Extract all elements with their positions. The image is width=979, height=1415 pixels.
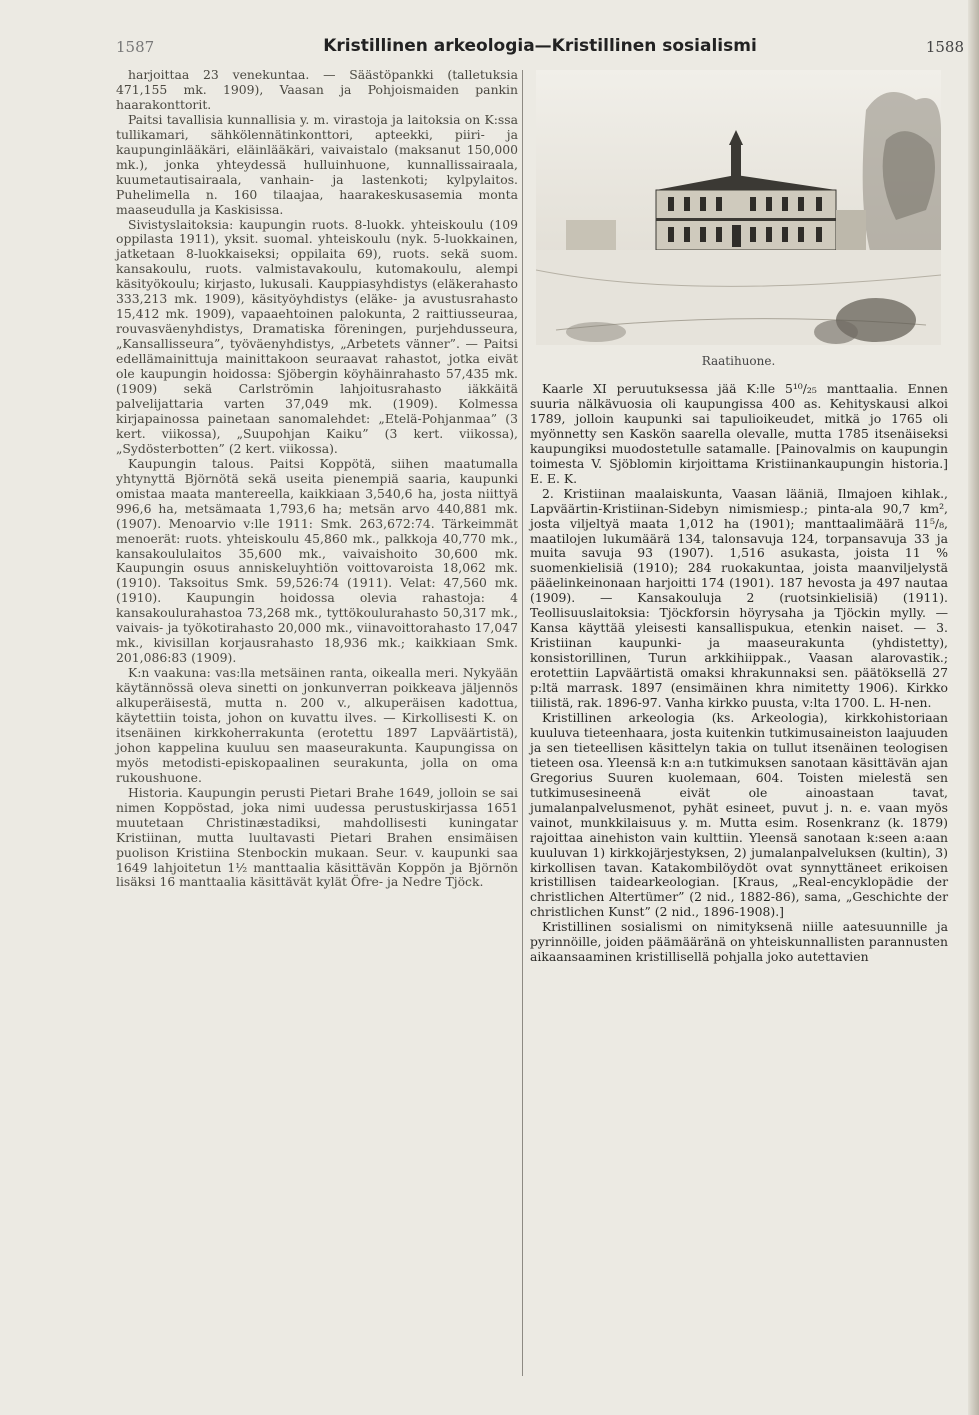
photo-caption: Raatihuone. <box>701 354 776 368</box>
paragraph-education: Sivistyslaitoksia: kaupungin ruots. 8-luokk. yhteiskoulu (109 oppilasta 1911), yksit. suomal. yhteiskoulu (nyk. 5-luokkainen, jatketaan 8-luokkaiseksi; oppilaita 69), ruots. sekä suom. kansakoulu, ruots. valmistavakoulu, kutomakoulu, alempi käsityökoulu; kirjasto, lukusali. Kauppiasyhdistys (eläkerahasto 333,213 mk. 1909), käsityöyhdistys (eläke- ja avustusrahasto 15,412 mk. 1909), vapaaehtoinen palokunta, 2 raittiusseuraa, rouvasväenyhdistys, Dramatiska föreningen, purjehdusseura, „Kansallisseura”, työväenyhdistys, „Arbetets vänner”. — Paitsi edellämainittuja mainittakoon seuraavat rahastot, jotka eivät ole kaupungin hoidossa: Sjöbergin köyhäinrahasto 57,435 mk. (1909) sekä Carlströmin lahjoitusrahasto iäkkäitä palvelijattaria varten 37,049 mk. (1909). Kolmessa kirjapainossa painetaan sanomalehdet: „Etelä-Pohjanmaa” (3 kert. viikossa), „Suupohjan Kaiku” (3 kert. viikossa), „Sydösterbotten” (2 kert. viikossa). <box>116 216 518 456</box>
page-edge <box>968 0 979 1415</box>
paragraph-coat-of-arms: K:n vaakuna: vas:lla metsäinen ranta, oikealla meri. Nykyään käytännössä oleva sinetti on jonkunverran poikkeava jäljennös alkuperäisestä, mutta n. 200 v., alkuperäisen kadottua, käytettiin toista, johon on kuvattu ilves. — Kirkollisesti K. on itsenäinen kirkkoherrakunta (erotettu 1897 Lapväärtistä), johon kappelina kuuluu sen maaseurakunta. Kaupungissa on myös metodisti-episkopaalinen seurakunta, jolla on oma rukoushuone. <box>116 665 518 785</box>
page-number-left: 1587 <box>116 38 155 56</box>
column-divider <box>522 70 523 1376</box>
page-header <box>116 36 964 60</box>
paragraph-history-continued: Kaarle XI peruutuksessa jää K:lle 5¹⁰/₂₅ manttaalia. Ennen suuria nälkävuosia oli kaupungissa 400 as. Kehityskausi alkoi 1789, jolloin kaupunki sai tapulioikeudet, mitkä jo 1765 oli myönnetty sen Kaskön saarella olevalle, mutta 1785 itsenäiseksi kaupungiksi muodostetulle satamalle. [Painovalmis on kaupungin toimesta V. Sjöblomin kirjoittama Kristiinankaupungin historia.] E. E. K. <box>530 381 948 486</box>
left-column <box>116 68 518 890</box>
right-column <box>530 382 948 965</box>
paragraph-economy: Kaupungin talous. Paitsi Koppötä, siihen maatumalla yhtynyttä Björnötä sekä useita pienempiä saaria, kaupunki omistaa maata mantereella, kaikkiaan 3,540,6 ha, josta niittyä 996,6 ha, metsämaata 1,793,6 ha; metsän arvo 440,881 mk. (1907). Menoarvio v:lle 1911: Smk. 263,672:74. Tärkeimmät menoerät: ruots. yhteiskoulu 45,860 mk., palkkoja 40,770 mk., kansakoululaitos 35,600 mk., vaivaishoito 30,600 mk. Kaupungin osuus anniskeluyhtiön voittovaroista 18,062 mk. (1910). Taksoitus Smk. 59,526:74 (1911). Velat: 47,560 mk. (1910). Kaupungin hoidossa olevia rahastoja: 4 kansakoulurahastoa 73,268 mk., tyttökoulurahasto 50,317 mk., vaivais- ja työkotirahasto 20,000 mk., viinavoittorahasto 17,047 mk., kivisillan korjausrahasto 18,936 mk.; kaikkiaan Smk. 201,086:83 (1909). <box>116 455 518 666</box>
page-title: Kristillinen arkeologia—Kristillinen sosialismi <box>323 36 757 56</box>
paragraph-offices: Paitsi tavallisia kunnallisia y. m. virastoja ja laitoksia on K:ssa tullikamari, sähkölennätinkonttori, apteekki, piiri- ja kaupunginlääkäri, eläinlääkäri, vaivaistalo (maksanut 150,000 mk.), jonka yhteydessä hulluinhuone, kunnallissairaala, kuumetautisairaala, vanhain- ja lastenkoti; kylpylaitos. Puhelimella n. 160 tilaajaa, haarakeskusasemia monta maaseudulla ja Kaskisissa. <box>116 111 518 217</box>
paragraph-christian-socialism: Kristillinen sosialismi on nimityksenä niille aatesuunnille ja pyrinnöille, joiden päämääränä on yhteiskunnallisten parannusten aikaansaaminen kristillisellä pohjalla joko autettavien <box>530 919 948 965</box>
town-hall-photo <box>536 70 941 345</box>
paragraph-harbour: harjoittaa 23 venekuntaa. — Säästöpankki (talletuksia 471,155 mk. 1909), Vaasan ja Pohjoismaiden pankin haarakonttorit. <box>116 67 518 112</box>
paragraph-history: Historia. Kaupungin perusti Pietari Brahe 1649, jolloin se sai nimen Koppöstad, joka nimi uudessa perustuskirjassa 1651 muutetaan Christinæstadiksi, mahdollisesti kuningatar Kristiinan, mutta luultavasti Pietari Brahen ensimäisen puolison Kristiina Stenbockin mukaan. Seur. v. kaupunki saa 1649 lahjoitetun 1½ manttaalia käsittävän Koppön ja Björnön lisäksi 16 manttaalia käsittävät kylät Öfre- ja Nedre Tjöck. <box>116 784 518 890</box>
paragraph-rural-municipality: 2. Kristiinan maalaiskunta, Vaasan lääniä, Ilmajoen kihlak., Lapväärtin-Kristiinan-Sidebyn nimismiesp.; pinta-ala 90,7 km², josta viljeltyä maata 1,012 ha (1901); manttaalimäärä 11⁵/₈, maatilojen lukumäärä 134, talonsavuja 124, torpansavuja 33 ja muita savuja 93 (1907). 1,516 asukasta, joista 11 % suomenkielisiä (1910); 284 ruokakuntaa, joista maanviljelystä pääelinkeinonaan harjoitti 174 (1901). 187 hevosta ja 497 nautaa (1909). — Kansakouluja 2 (ruotsinkielisiä) (1911). Teollisuuslaitoksia: Tjöckforsin höyrysaha ja Tjöckin mylly. — Kansa käyttää yleisesti kansallispukua, etenkin naiset. — 3. Kristiinan kaupunki- ja maaseurakunta (yhdistetty), konsistorillinen, Turun arkkihiippak., Vaasan alarovastik.; erotettiin Lapväärtistä omaksi khrakunnaksi sen. päätöksellä 27 p:ltä marrask. 1897 (ensimäinen khra nimitetty 1906). Kirkko tiilistä, rak. 1896-97. Vanha kirkko puusta, v:lta 1700. L. H-nen. <box>530 485 948 711</box>
paragraph-christian-archaeology: Kristillinen arkeologia (ks. Arkeologia), kirkkohistoriaan kuuluva tieteenhaara, josta kuitenkin tutkimusaineiston laajuuden ja sen tieteellisen käsittelyn takia on tullut itsenäinen teologisen tieteen osa. Yleensä k:n a:n tutkimuksen sanotaan käsittävän ajan Gregorius Suuren kuolemaan, 604. Toisten mielestä sen tutkimusesineenä eivät ole ainoastaan tavat, jumalanpalvelusmenot, pyhät esineet, puvut j. n. e. vaan myös vainot, munkkilaisuus y. m. Mutta esim. Rosenkranz (k. 1879) rajoittaa ainehiston vain kulttiin. Yleensä sanotaan k:seen a:aan kuuluvan 1) kirkkojärjestyksen, 2) jumalanpalveluksen (kultin), 3) kirkollisen tavan. Katakombilöydöt ovat synnyttäneet erikoisen kristillisen taidearkeologian. [Kraus, „Real-encyklopädie der christlichen Altertümer” (2 nid., 1882-86), sama, „Geschichte der christlichen Kunst” (2 nid., 1896-1908).] <box>530 709 948 920</box>
page-number-right: 1588 <box>925 38 964 56</box>
